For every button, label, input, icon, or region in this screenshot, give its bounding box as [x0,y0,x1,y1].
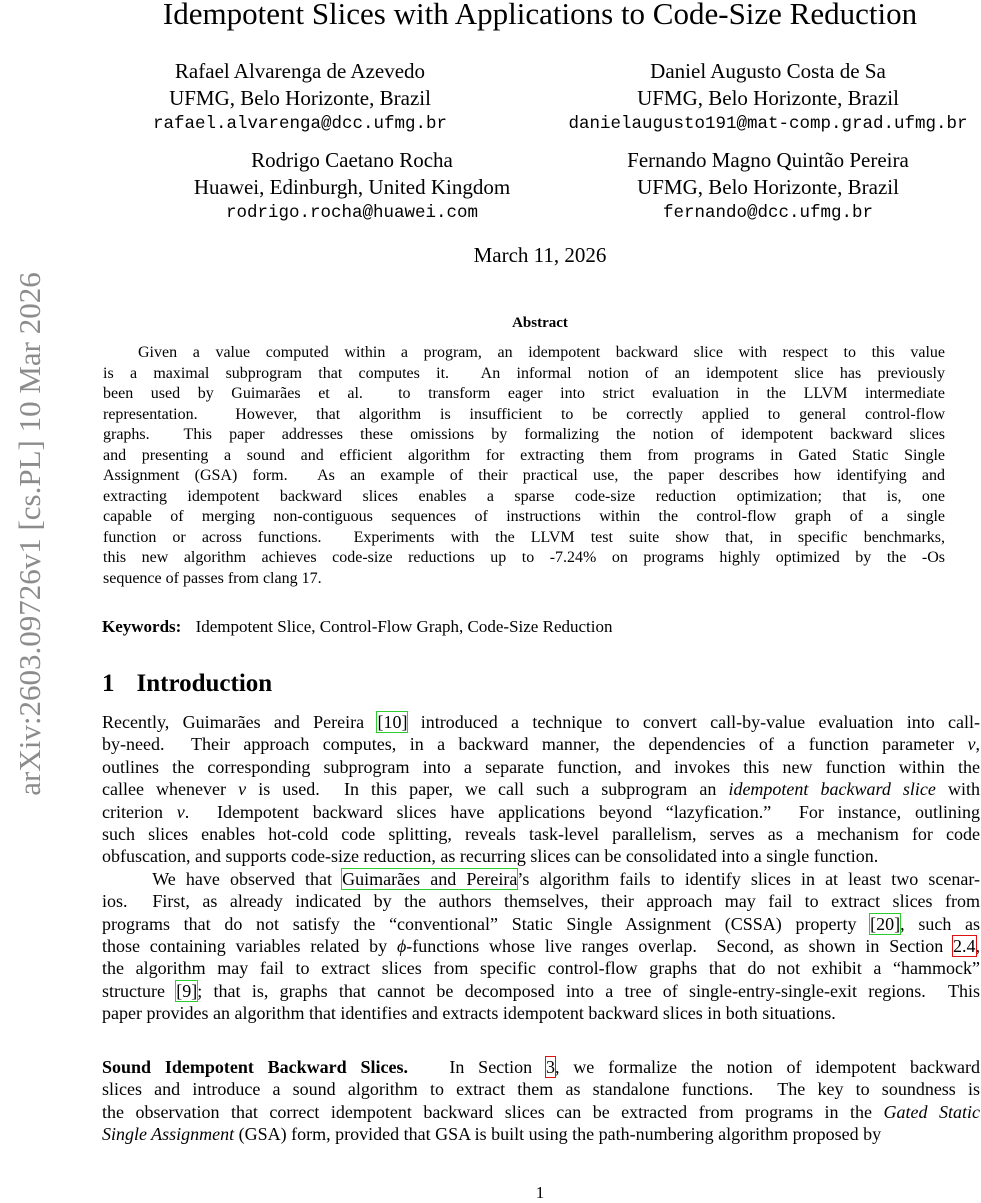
text-segment: . Idempotent backward slices have applications beyond “lazyfication.” For instance, outlining [184,801,980,822]
text-segment: Assignment (GSA) form. As an example of their practical use, the paper describes how identifying and [103,467,945,484]
text-line [103,405,945,426]
text-line [103,384,945,405]
text-segment: is a maximal subprogram that computes it. An informal notion of an idempotent slice has previously [103,364,945,382]
text-line [103,487,945,508]
text-segment: idempotent backward slice [728,779,936,800]
text-line [102,1002,980,1024]
text-segment: ; that is, graphs that cannot be decomposed into a tree of single-entry-single-exit regions. This [197,980,980,1001]
text-segment: paper provides an algorithm that identifies and extracts idempotent backward slices in both situations. [102,1003,836,1024]
text-line [102,868,980,890]
paragraph-heading: Sound Idempotent Backward Slices. [102,1057,408,1077]
citation-link[interactable]: [10] [377,712,408,732]
text-segment: representation. However, that algorithm is insufficient to be correctly applied to general control-flow [103,405,945,423]
text-segment: and presenting a sound and efficient algorithm for extracting them from programs in Gated Static Single [103,446,945,464]
text-line [102,733,980,755]
text-segment: obfuscation, and supports code-size reduction, as recurring slices can be consolidated into a single function. [102,846,879,867]
text-segment: -functions whose live ranges overlap. Second, as shown in Section [406,936,953,957]
text-line [102,1101,980,1123]
text-line [103,364,945,385]
text-segment: v [238,779,247,800]
text-line [102,778,980,800]
text-line [102,845,980,867]
text-line [102,756,980,778]
text-segment: those containing variables related by [102,936,397,957]
text-segment: , [975,734,980,755]
citation-link[interactable]: [9] [176,980,198,1001]
text-line [102,823,980,845]
text-segment: the observation that correct idempotent backward slices can be extracted from programs in the [102,1101,884,1122]
text-line [102,801,980,823]
author-block [518,58,981,138]
text-line [103,446,945,467]
author-affiliation: UFMG, Belo Horizonte, Brazil [637,85,899,110]
text-line [102,890,980,912]
text-segment: Gated Static [883,1101,980,1122]
section-ref-link[interactable]: 2.4 [953,936,976,957]
author-affiliation: UFMG, Belo Horizonte, Brazil [169,85,431,110]
keywords-label: Keywords: [102,617,182,636]
text-line [103,466,945,487]
author-block [162,147,542,227]
text-line [102,711,980,733]
text-line [102,935,980,957]
text-line [103,343,945,364]
text-segment: ’s algorithm fails to identify slices in at least two scenar- [517,868,980,889]
text-line [102,1123,980,1145]
text-segment: the algorithm may fail to extract slices from specific control-flow graphs that do not exhibit a “hammock” [102,958,980,979]
author-block [568,147,968,227]
text-segment: such slices enables hot-cold code splitting, reveals task-level parallelism, serves as a mechanism for code [102,824,980,845]
citation-link[interactable]: Guimarães and Pereira [342,868,518,889]
text-segment: (GSA) form, provided that GSA is built using the path-numbering algorithm proposed by [234,1124,882,1145]
author-block [145,58,455,138]
text-segment: , we formalize the notion of idempotent backward [554,1057,980,1077]
text-line [103,569,945,590]
text-segment: extracting idempotent backward slices enables a sparse code-size reduction optimization; that is, one [103,487,945,505]
text-segment: been used by Guimarães et al. to transform eager into strict evaluation in the LLVM intermediate [103,385,945,402]
text-segment: sequence of passes from clang 17. [103,569,322,587]
author-email[interactable]: rodrigo.rocha@huawei.com [225,203,479,223]
text-segment: We have observed that [102,868,343,889]
section-heading [102,670,272,698]
text-segment: Recently, Guimarães and Pereira [102,712,378,732]
text-line [102,980,980,1002]
text-segment: ϕ [396,936,407,957]
text-segment: criterion [102,801,177,822]
text-segment: , [975,936,980,957]
section-number: 1 [102,670,115,697]
author-name: Fernando Magno Quintão Pereira [627,148,909,172]
text-segment: with [935,779,980,800]
section-ref-link[interactable]: 3 [545,1057,555,1077]
text-segment: v [967,734,976,755]
paper-date: March 11, 2026 [473,243,607,267]
author-affiliation: UFMG, Belo Horizonte, Brazil [637,174,899,199]
text-segment: ios. First, as already indicated by the authors themselves, their approach may fail to extract slices from [102,891,980,912]
author-name: Rodrigo Caetano Rocha [251,148,453,172]
text-line [103,507,945,528]
text-segment: capable of merging non-contiguous sequences of instructions within the control-flow graph of a single [103,508,945,525]
author-name: Daniel Augusto Costa de Sa [650,59,886,83]
text-line [102,913,980,935]
author-name: Rafael Alvarenga de Azevedo [174,59,426,83]
text-segment: callee whenever [102,779,239,800]
text-line [102,1056,980,1078]
author-email[interactable]: danielaugusto191@mat-comp.grad.ufmg.br [568,114,968,134]
text-line [103,528,945,549]
text-segment: slices and introduce a sound algorithm to extract them as standalone functions. The key to soundness is [102,1079,980,1100]
paper-title: Idempotent Slices with Applications to Code-Size Reduction [162,0,918,31]
text-segment: is used. In this paper, we call such a subprogram an [246,779,729,800]
text-segment: function or across functions. Experiments with the LLVM test suite show that, in specific benchmarks, [103,528,945,546]
author-email[interactable]: fernando@dcc.ufmg.br [662,203,874,223]
text-segment: outlines the corresponding subprogram into a separate function, and invokes this new function within the [102,756,980,777]
text-line [103,548,945,569]
abstract-text [103,343,945,589]
intro-paragraphs [102,711,980,1025]
text-segment: graphs. This paper addresses these omissions by formalizing the notion of idempotent backward slices [103,426,945,443]
section-title: Introduction [136,670,273,697]
text-segment: by-need. Their approach computes, in a backward manner, the dependencies of a function parameter [102,734,968,755]
author-email[interactable]: rafael.alvarenga@dcc.ufmg.br [152,114,448,134]
text-segment: this new algorithm achieves code-size reductions up to -7.24% on programs highly optimized by the -Os [103,549,945,566]
text-segment: Given a value computed within a program, an idempotent backward slice with respect to this value [138,344,945,361]
text-segment: , such as [900,913,980,934]
text-segment: Single Assignment [102,1124,235,1145]
keywords-list: Idempotent Slice, Control-Flow Graph, Code-Size Reduction [195,617,613,636]
text-segment: v [176,801,185,822]
abstract-heading: Abstract [512,315,568,331]
arxiv-stamp: arXiv:2603.09726v1 [cs.PL] 10 Mar 2026 [12,272,47,796]
keywords [102,617,612,637]
text-segment: In Section [407,1057,546,1077]
author-affiliation: Huawei, Edinburgh, United Kingdom [193,174,511,199]
citation-link[interactable]: [20] [870,913,901,934]
text-segment: introduced a technique to convert call-by-value evaluation into call- [407,712,980,732]
text-line [102,1078,980,1100]
text-line [102,957,980,979]
text-segment: programs that do not satisfy the “conventional” Static Single Assignment (CSSA) property [102,913,871,934]
page-number: 1 [535,1183,545,1202]
text-line [103,425,945,446]
text-segment: structure [102,980,177,1001]
sound-paragraph [102,1056,980,1146]
